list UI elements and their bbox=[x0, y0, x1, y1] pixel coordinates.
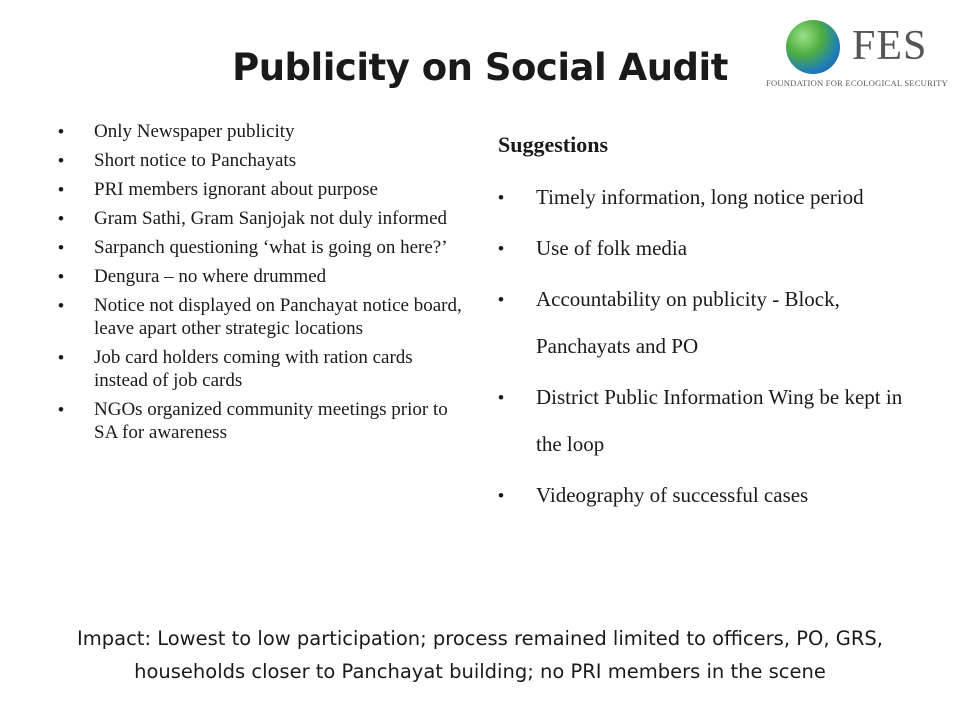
suggestions-list bbox=[498, 174, 918, 523]
list-item: • Notice not displayed on Panchayat notice board, leave apart other strategic locations bbox=[58, 294, 470, 340]
suggestions-heading: Suggestions bbox=[498, 132, 609, 157]
issues-list bbox=[58, 120, 470, 450]
logo-text: FES bbox=[852, 23, 928, 69]
list-item: • Only Newspaper publicity bbox=[58, 120, 470, 143]
list-item: • Videography of successful cases bbox=[498, 472, 918, 519]
globe-icon bbox=[786, 20, 840, 74]
list-item: • Use of folk media bbox=[498, 225, 918, 272]
slide-title: Publicity on Social Audit bbox=[232, 46, 728, 89]
list-item: • Job card holders coming with ration cards instead of job cards bbox=[58, 346, 470, 392]
list-item: • Gram Sathi, Gram Sanjojak not duly informed bbox=[58, 207, 470, 230]
list-item: • Dengura – no where drummed bbox=[58, 265, 470, 288]
logo-subtitle: FOUNDATION FOR ECOLOGICAL SECURITY bbox=[766, 78, 948, 88]
list-item: • District Public Information Wing be kept in the loop bbox=[498, 374, 918, 468]
list-item: • Timely information, long notice period bbox=[498, 174, 918, 221]
impact-statement: Impact: Lowest to low participation; process remained limited to officers, PO, GRS, households closer to Panchayat building; no PRI members in the scene bbox=[77, 627, 883, 683]
list-item: • Sarpanch questioning ‘what is going on here?’ bbox=[58, 236, 470, 259]
list-item: • Accountability on publicity - Block, Panchayats and PO bbox=[498, 276, 918, 370]
list-item: • Short notice to Panchayats bbox=[58, 149, 470, 172]
fes-logo bbox=[764, 16, 954, 92]
list-item: • PRI members ignorant about purpose bbox=[58, 178, 470, 201]
list-item: • NGOs organized community meetings prior to SA for awareness bbox=[58, 398, 470, 444]
